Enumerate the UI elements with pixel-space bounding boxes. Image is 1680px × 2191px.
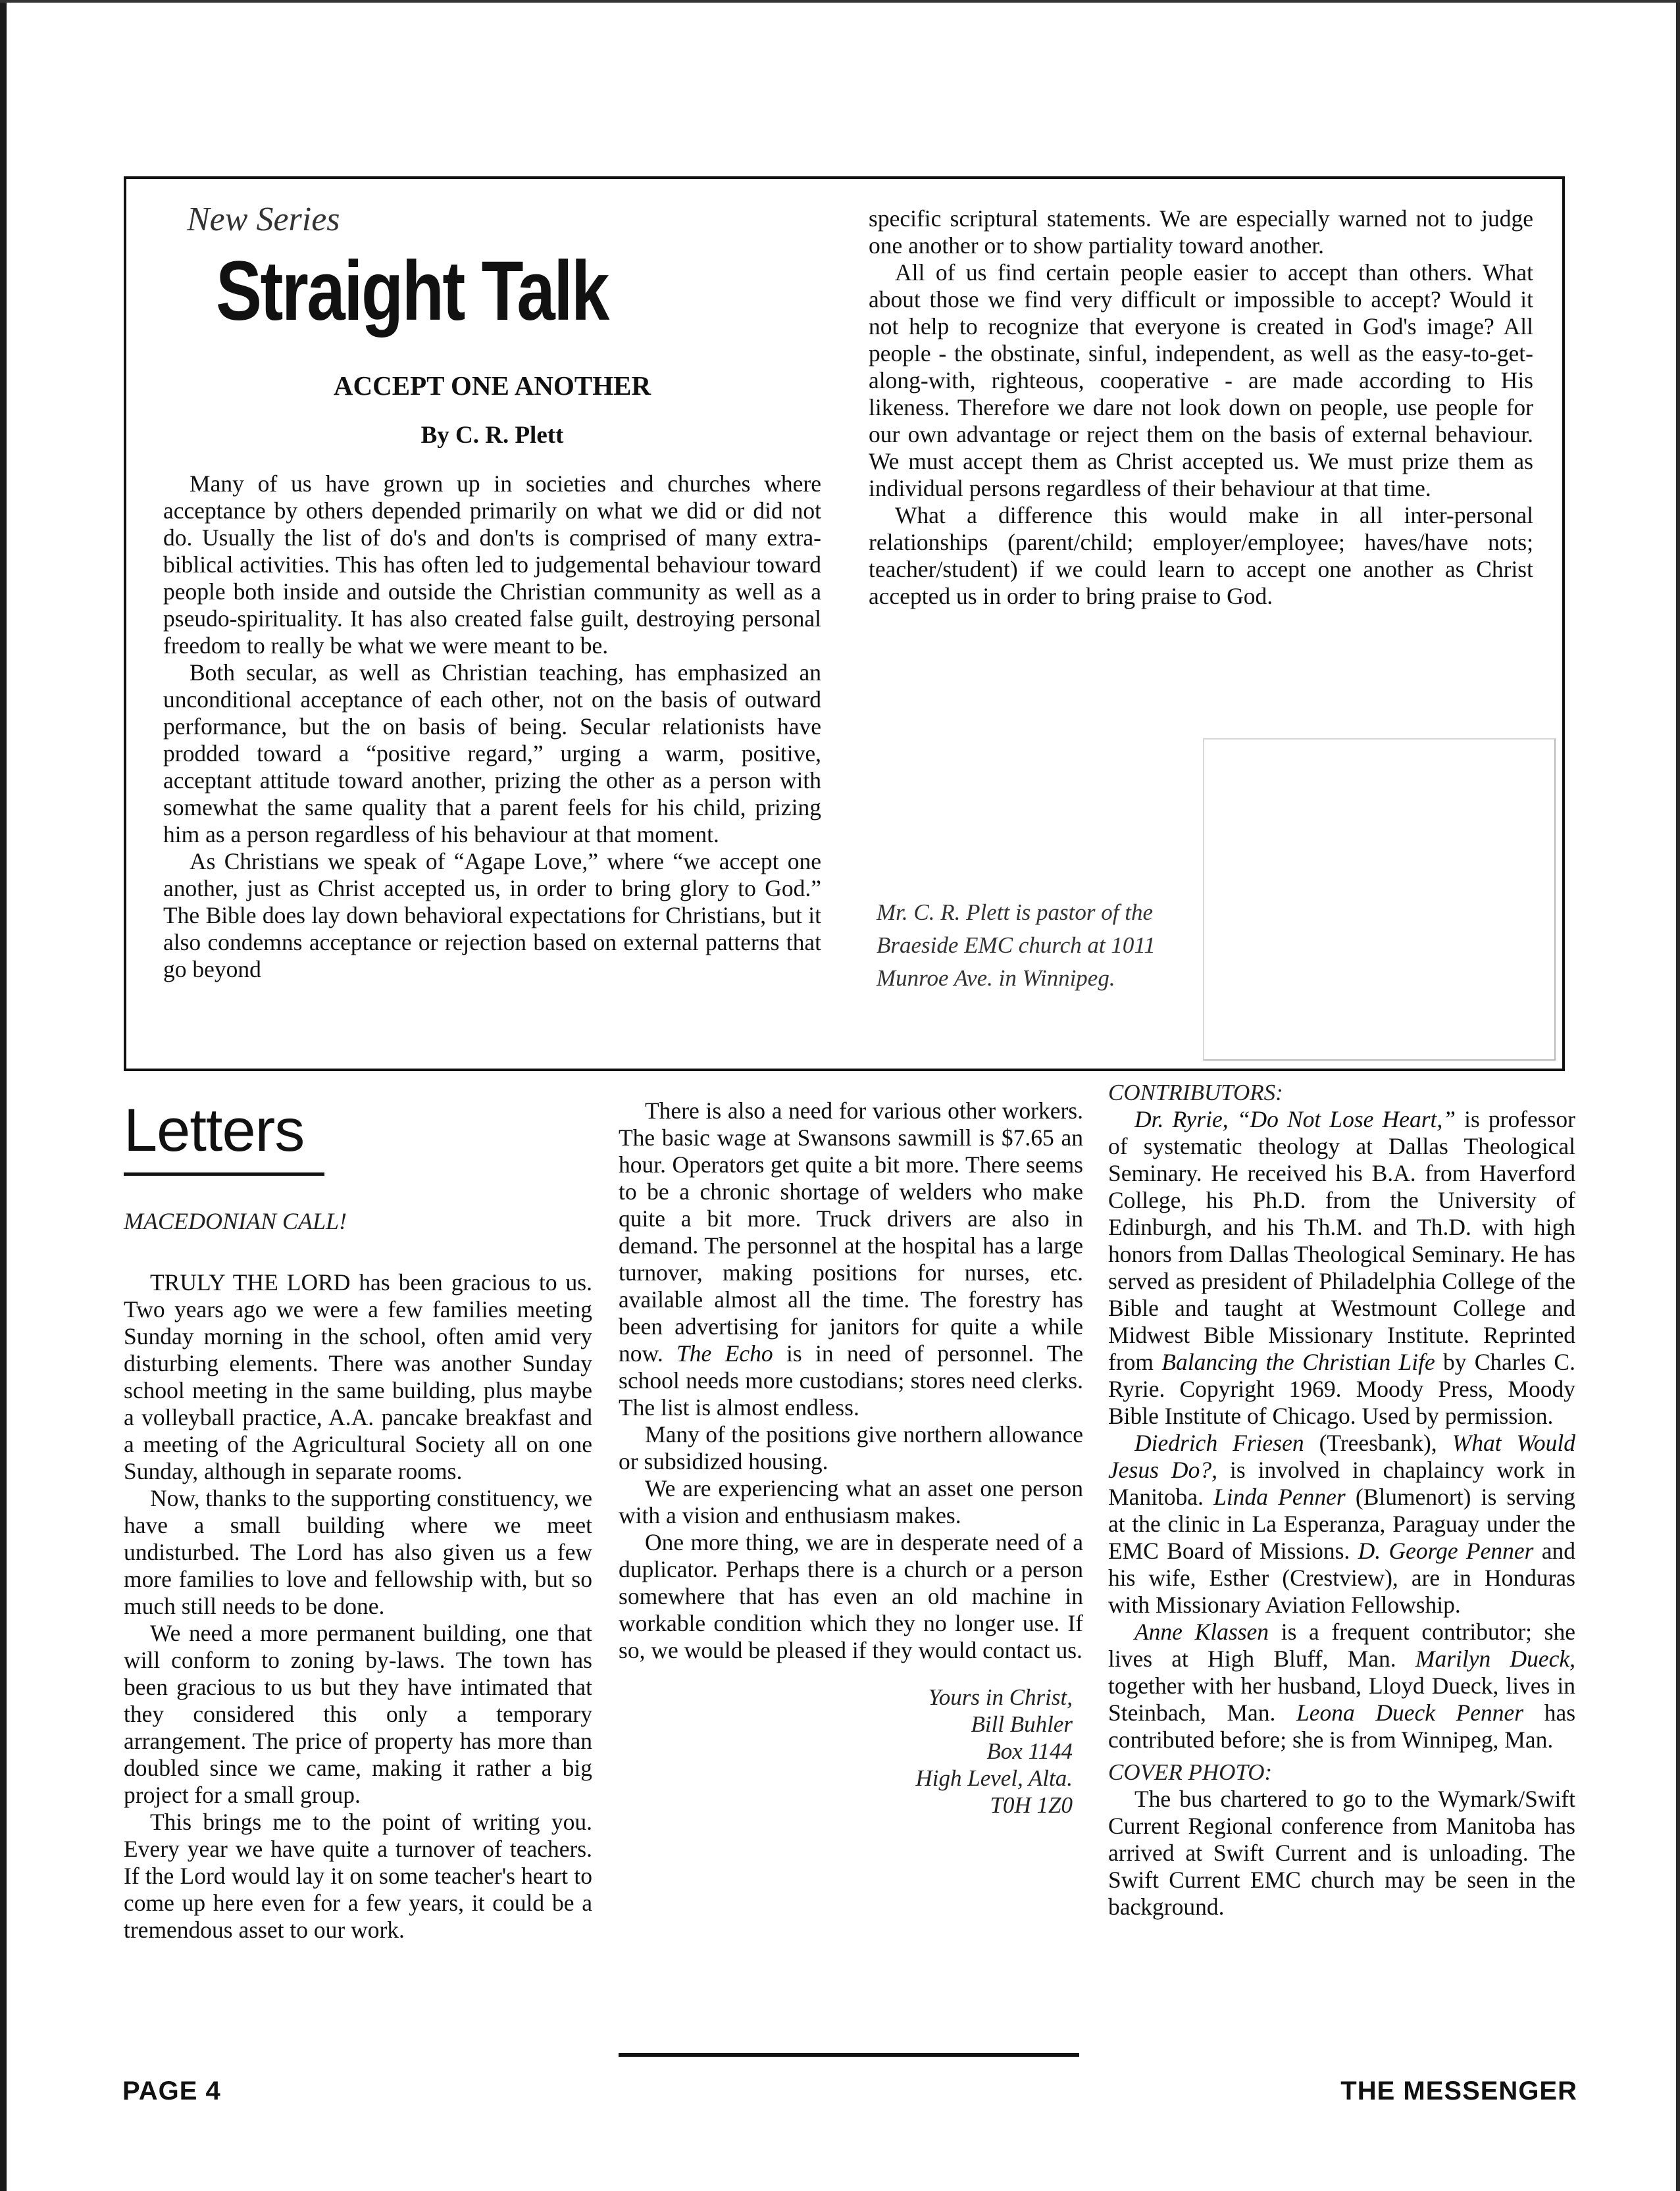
cover-photo-heading: COVER PHOTO: <box>1108 1759 1273 1785</box>
author-note: Mr. C. R. Plett is pastor of the Braeside EMC church at 1011 Munroe Ave. in Winnipeg. <box>877 899 1156 991</box>
article-reference: What Would Jesus Do?, <box>1108 1430 1575 1483</box>
article-paragraph: As Christians we speak of “Agape Love,” where “we accept one another, just as Christ accepted us, in order to bring glory to God.” The Bible does lay down behavioral expectations for Christians, but it also condemns acceptance or rejection based on external patterns that go beyond <box>163 847 821 982</box>
contributor-name: Anne Klassen <box>1134 1619 1269 1645</box>
contributor-name: Diedrich Friesen <box>1134 1430 1304 1456</box>
article-headline: ACCEPT ONE ANOTHER <box>333 370 651 401</box>
contributor-text: (Blumenort) is serving at the clinic in La Esperanza, Paraguay under the EMC Board of Missions. <box>1108 1484 1575 1564</box>
scan-edge-left <box>0 0 7 2191</box>
contributor-text: is professor of systematic theology at Dallas Theological Seminary. He received his B.A. from Haverford College, his Ph.D. from the University of Edinburgh, and his Th.M. and Th.D. with high honors from Dallas Theological Seminary. He has served as president of Philadelphia College of the Bible and taught at Westmount College and Midwest Bible Missionary Institute. Reprinted from <box>1108 1106 1575 1375</box>
contributor-name: Leona Dueck Penner <box>1296 1700 1524 1726</box>
letters-section-title: Letters <box>124 1097 305 1164</box>
contributor-text: is a frequent contributor; she lives at High Bluff, Man. <box>1108 1619 1575 1672</box>
letter-body-2 <box>619 1097 1083 1664</box>
straight-talk-left-column <box>163 192 821 983</box>
letter-text: is in need of personnel. The school needs more custodians; stores need clerks. The list is almost endless. <box>619 1340 1083 1421</box>
article-paragraph: specific scriptural statements. We are especially warned not to judge one another or to show partiality toward another. <box>869 205 1533 259</box>
article-title: Straight Talk <box>216 244 608 338</box>
signature-line: Yours in Christ, <box>928 1684 1073 1710</box>
article-paragraph: All of us find certain people easier to accept than others. What about those we find very difficult or impossible to accept? Would it not help to recognize that everyone is created in God's image? All people - the obstinate, sinful, independent, as well as the easy-to-get-along-with, righteous, cooperative - are made according to His likeness. Therefore we dare not look down on people, use people for our own advantage or reject them on the basis of external behaviour. We must accept them as Christ accepted us. We must prize them as individual persons regardless of their behaviour at that time. <box>869 259 1533 501</box>
contributor-text: by Charles C. Ryrie. Copyright 1969. Moody Press, Moody Bible Institute of Chicago. Used by permission. <box>1108 1349 1575 1429</box>
letter-paragraph: TRULY THE LORD has been gracious to us. Two years ago we were a few families meeting Sunday morning in the school, often amid very disturbing elements. There was another Sunday school meeting in the same building, plus maybe a volleyball practice, A.A. pancake breakfast and a meeting of the Agricultural Society all on one Sunday, although in separate rooms. <box>124 1269 592 1484</box>
column-end-rule <box>619 2053 1079 2057</box>
scan-edge-right <box>1676 0 1680 2191</box>
signature-line: Bill Buhler <box>971 1711 1073 1737</box>
scan-edge-top <box>0 0 1680 3</box>
signature-line: High Level, Alta. <box>915 1765 1073 1791</box>
book-title: Balancing the Christian Life <box>1161 1349 1435 1375</box>
contributor-text: and his wife, Esther (Crestview), are in Honduras with Missionary Aviation Fellowship. <box>1108 1538 1575 1618</box>
letter-paragraph: One more thing, we are in desperate need of a duplicator. Perhaps there is a church or a person somewhere that has even an old machine in workable condition which they no longer use. If so, we would be pleased if they would contact us. <box>619 1529 1083 1663</box>
letter-paragraph: Many of the positions give northern allowance or subsidized housing. <box>619 1421 1083 1474</box>
letters-column-2 <box>619 1097 1083 1819</box>
contributor-paragraph <box>1108 1619 1575 1753</box>
contributors-heading: CONTRIBUTORS: <box>1108 1080 1283 1105</box>
cover-photo-caption: The bus chartered to go to the Wymark/Swift Current Regional conference from Manitoba has arrived at Swift Current and is unloading. The Swift Current EMC church may be seen in the background. <box>1108 1786 1575 1920</box>
contributors-column <box>1108 1079 1575 1921</box>
contributor-text: is involved in chaplaincy work in Manitoba. <box>1108 1457 1576 1510</box>
article-body-left <box>163 470 821 983</box>
letter-signature <box>619 1684 1073 1819</box>
article-reference: “Do Not Lose Heart,” <box>1236 1106 1456 1132</box>
straight-talk-right-column <box>869 205 1533 610</box>
contributor-name: D. George Penner <box>1358 1538 1534 1564</box>
signature-line: T0H 1Z0 <box>990 1792 1073 1818</box>
author-photo-placeholder <box>1203 738 1556 1061</box>
contributor-name: Linda Penner <box>1213 1484 1346 1510</box>
letters-column-1 <box>124 1092 592 1944</box>
series-label: New Series <box>187 201 340 238</box>
letter-text: There is also a need for various other workers. The basic wage at Swansons sawmill is $7.65 an hour. Operators get quite a bit more. There seems to be a chronic shortage of welders who make quite a bit more. Truck drivers are also in demand. The personnel at the hospital has a large turnover, making positions for nurses, etc. available almost all the time. The forestry has been advertising for janitors for quite a while now. <box>619 1097 1083 1367</box>
article-byline: By C. R. Plett <box>420 421 564 449</box>
publication-name-footer: THE MESSENGER <box>1340 2077 1577 2105</box>
article-paragraph: Both secular, as well as Christian teaching, has emphasized an unconditional acceptance of each other, not on the basis of outward performance, but the on basis of being. Secular relationists have prodded toward a “positive regard,” urging a warm, positive, acceptant attitude toward another, prizing the other as a person with somewhat the same quality that a parent feels for his child, prizing him as a person regardless of his behaviour at that moment. <box>163 659 821 847</box>
article-paragraph: What a difference this would make in all inter-personal relationships (parent/child; employer/employee; haves/have nots; teacher/student) if we could learn to accept one another as Christ accepted us in order to bring praise to God. <box>869 502 1533 609</box>
contributor-paragraph <box>1108 1430 1575 1619</box>
letter-paragraph: Now, thanks to the supporting constituency, we have a small building where we meet undisturbed. The Lord has also given us a few more families to love and fellowship with, but so much still needs to be done. <box>124 1485 592 1619</box>
signature-line: Box 1144 <box>986 1738 1073 1764</box>
contributor-name: Marilyn Dueck, <box>1415 1646 1575 1672</box>
straight-talk-box <box>124 176 1565 1071</box>
contributor-text: has contributed before; she is from Winnipeg, Man. <box>1108 1700 1576 1753</box>
letter-subtitle: MACEDONIAN CALL! <box>124 1208 347 1234</box>
contributors-body <box>1108 1106 1575 1753</box>
letter-body-1 <box>124 1269 592 1944</box>
letter-paragraph: We are experiencing what an asset one person with a vision and enthusiasm makes. <box>619 1475 1083 1528</box>
article-paragraph: Many of us have grown up in societies and churches where acceptance by others depended primarily on what we did or did not do. Usually the list of do's and don'ts is comprised of many extra-biblical activities. This has often led to judgemental behaviour toward people both inside and outside the Christian community as well as a pseudo-spirituality. It has also created false guilt, destroying personal freedom to really be what we were meant to be. <box>163 470 821 659</box>
letter-paragraph <box>619 1097 1083 1421</box>
contributor-name: Dr. Ryrie, <box>1134 1106 1229 1132</box>
cover-photo-body <box>1108 1786 1575 1921</box>
letter-paragraph: This brings me to the point of writing you. Every year we have quite a turnover of teachers. If the Lord would lay it on some teacher's heart to come up here even for a few years, it could be a tremendous asset to our work. <box>124 1809 592 1943</box>
page-number: PAGE 4 <box>122 2077 221 2105</box>
contributor-text: (Treesbank), <box>1304 1430 1452 1456</box>
contributor-text: together with her husband, Lloyd Dueck, lives in Steinbach, Man. <box>1108 1673 1575 1726</box>
publication-name: The Echo <box>676 1340 773 1367</box>
letter-paragraph: We need a more permanent building, one that will conform to zoning by-laws. The town has been gracious to us but they have intimated that they considered this only a temporary arrangement. The price of property has more than doubled since we came, making it rather a big project for a small group. <box>124 1620 592 1808</box>
letters-title-rule <box>124 1172 324 1176</box>
contributor-paragraph <box>1108 1106 1575 1430</box>
article-body-right <box>869 205 1533 610</box>
